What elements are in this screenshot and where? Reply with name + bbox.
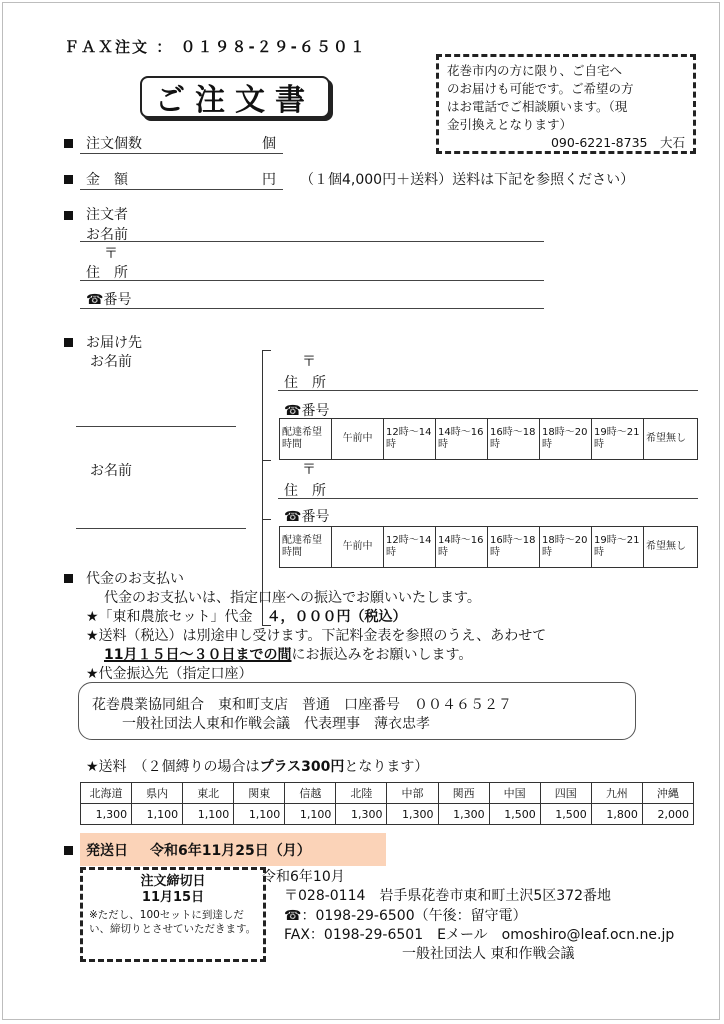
time-header-cell: 配達希望時間 [280, 527, 332, 568]
amount-label: 金 額 [86, 172, 128, 188]
time-slot-option[interactable]: 19時～21時 [592, 419, 644, 460]
region-cell: 北陸 [336, 783, 387, 804]
quantity-label: 注文個数 [86, 136, 142, 152]
shipping-title-prefix: ★送料 （２個縛りの場合は [86, 759, 260, 775]
region-cell: 沖縄 [642, 783, 693, 804]
time-slot-option[interactable]: 18時～20時 [540, 419, 592, 460]
time-slot-option[interactable]: 希望無し [644, 527, 698, 568]
payment-section-title: 代金のお支払い [86, 571, 184, 587]
transfer-period: 11月１５日～３０日までの間 [104, 647, 292, 663]
time-slot-option[interactable]: 12時～14時 [384, 527, 436, 568]
fee-cell: 1,100 [132, 804, 183, 825]
region-cell: 関東 [234, 783, 285, 804]
fee-cell: 1,100 [183, 804, 234, 825]
set-price-label: ★「東和農旅セット」代金 [86, 609, 267, 625]
amount-field[interactable] [80, 189, 283, 190]
ship-date-value: 令和6年11月25日（月） [150, 842, 311, 859]
deadline-note: ※ただし、100セットに到達しだい、締切りとさせていただきます。 [89, 909, 257, 935]
shipping-fee-table [80, 782, 694, 825]
deadline-title: 注文締切日 [140, 874, 206, 889]
notice-line: はお電話でご相談願います。（現 [447, 99, 628, 114]
fee-cell: 1,500 [489, 804, 540, 825]
region-cell: 県内 [132, 783, 183, 804]
bank-account-line-2: 一般社団法人東和作戦会議 代表理事 薄衣忠孝 [122, 716, 430, 732]
home-delivery-notice [436, 54, 696, 154]
orderer-phone-label: ☎番号 [86, 292, 132, 308]
delivery-section-title: お届け先 [86, 335, 142, 351]
region-cell: 中部 [387, 783, 438, 804]
quantity-field[interactable] [80, 153, 283, 154]
region-cell: 北海道 [81, 783, 132, 804]
recipient-2-name-field[interactable] [76, 528, 246, 529]
time-slot-option[interactable]: 12時～14時 [384, 419, 436, 460]
recipient-1-time-table [279, 418, 698, 460]
fee-cell: 1,300 [336, 804, 387, 825]
bullet-square-icon [64, 574, 73, 583]
quantity-unit: 個 [262, 136, 276, 152]
fee-cell: 1,100 [234, 804, 285, 825]
amount-unit: 円 [262, 172, 276, 188]
orderer-postal-mark: 〒 [104, 246, 118, 262]
fee-cell: 1,300 [438, 804, 489, 825]
time-slot-option[interactable]: 18時～20時 [540, 527, 592, 568]
recipient-2-address-field[interactable] [278, 498, 698, 499]
org-fax-email: FAX：0198-29-6501 Eメール omoshiro@leaf.ocn.ne.jp [284, 927, 675, 943]
recipient-2-time-table [279, 526, 698, 568]
orderer-section-title: 注文者 [86, 207, 128, 223]
payment-line-2 [86, 606, 407, 626]
time-slot-option[interactable]: 16時～18時 [488, 527, 540, 568]
recipient-2-name-label: お名前 [90, 463, 132, 479]
orderer-address-label: 住 所 [86, 265, 128, 281]
region-cell: 関西 [438, 783, 489, 804]
issue-date: 令和6年10月 [262, 869, 345, 885]
region-cell: 九州 [591, 783, 642, 804]
region-cell: 四国 [540, 783, 591, 804]
region-cell: 東北 [183, 783, 234, 804]
bullet-square-icon [64, 338, 73, 347]
orderer-name-label: お名前 [86, 227, 128, 243]
bullet-square-icon [64, 175, 73, 184]
fee-cell: 1,300 [81, 804, 132, 825]
recipient-2-address-label: 住 所 [284, 483, 326, 499]
transfer-request: にお振込みをお願いします。 [291, 647, 473, 663]
recipient-1-address-label: 住 所 [284, 375, 326, 391]
amount-note: （１個4,000円＋送料）送料は下記を参照ください） [300, 172, 635, 188]
org-address: 〒028-0114 岩手県花巻市東和町土沢5区372番地 [284, 888, 612, 904]
recipient-2-postal-mark: 〒 [302, 462, 316, 478]
page-title: ご注文書 [140, 76, 330, 118]
time-slot-option[interactable]: 午前中 [332, 527, 384, 568]
shipping-title-bold: プラス300円 [259, 759, 345, 775]
shipping-title [86, 756, 428, 776]
time-slot-option[interactable]: 14時～16時 [436, 419, 488, 460]
recipient-2-phone-label: ☎番号 [284, 509, 330, 525]
bullet-square-icon [64, 846, 73, 855]
time-header-cell: 配達希望時間 [280, 419, 332, 460]
bullet-square-icon [64, 211, 73, 220]
notice-contact: 090-6221-8735 大石 [550, 135, 685, 150]
shipping-title-suffix: となります） [344, 759, 429, 775]
recipient-1-phone-label: ☎番号 [284, 403, 330, 419]
recipient-1-name-field[interactable] [76, 426, 236, 427]
payment-line-1: 代金のお支払いは、指定口座への振込でお願いいたします。 [104, 590, 481, 606]
notice-line: のお届けも可能です。ご希望の方 [447, 81, 634, 96]
account-title: ★代金振込先（指定口座） [86, 666, 253, 682]
orderer-phone-field[interactable] [80, 308, 544, 309]
payment-line-4 [104, 644, 472, 664]
deadline-date: 11月15日 [141, 890, 205, 905]
orderer-address-field[interactable] [80, 280, 544, 281]
fee-cell: 1,800 [591, 804, 642, 825]
time-slot-option[interactable]: 19時～21時 [592, 527, 644, 568]
time-slot-option[interactable]: 希望無し [644, 419, 698, 460]
ship-date-label: 発送日 [86, 842, 128, 859]
shipping-fee-row [81, 804, 694, 825]
fee-cell: 1,100 [285, 804, 336, 825]
region-cell: 信越 [285, 783, 336, 804]
recipient-1-postal-mark: 〒 [302, 354, 316, 370]
recipient-1-address-field[interactable] [278, 390, 698, 391]
fax-order-number: ＦＡＸ注文 ： ０１９８-２９-６５０１ [64, 38, 367, 56]
org-name: 一般社団法人 東和作戦会議 [402, 946, 575, 962]
time-slot-option[interactable]: 16時～18時 [488, 419, 540, 460]
ship-date-banner [80, 833, 386, 866]
notice-line: 金引換えとなります） [447, 117, 573, 132]
time-slot-option[interactable]: 14時～16時 [436, 527, 488, 568]
region-cell: 中国 [489, 783, 540, 804]
bullet-square-icon [64, 139, 73, 148]
notice-line: 花巻市内の方に限り、ご自宅へ [447, 63, 623, 78]
payment-line-3: ★送料（税込）は別途申し受けます。下記料金表を参照のうえ、あわせて [86, 628, 547, 644]
order-deadline-box [80, 867, 266, 962]
fee-cell: 2,000 [642, 804, 693, 825]
orderer-name-field[interactable] [80, 241, 544, 242]
recipient-1-name-label: お名前 [90, 354, 132, 370]
set-price: ４，０００円（税込） [266, 609, 407, 625]
fee-cell: 1,300 [387, 804, 438, 825]
bank-account-line-1: 花巻農業協同組合 東和町支店 普通 口座番号 ００４６５２７ [92, 697, 512, 713]
org-phone: ☎：0198-29-6500（午後：留守電） [284, 908, 527, 924]
time-slot-option[interactable]: 午前中 [332, 419, 384, 460]
shipping-region-row [81, 783, 694, 804]
fee-cell: 1,500 [540, 804, 591, 825]
